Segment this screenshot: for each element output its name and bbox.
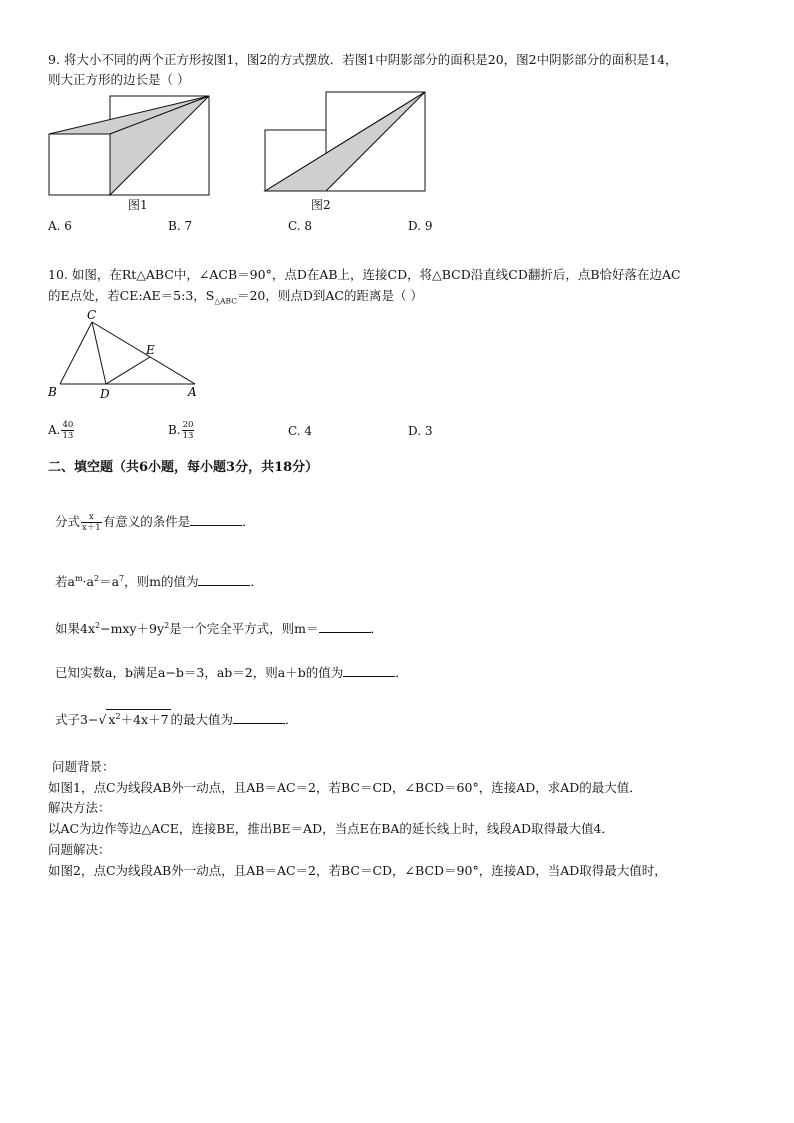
fill-1-end: ． — [242, 514, 255, 529]
fill-3-mid: −mxy＋9y — [100, 621, 165, 637]
fill-2-sup-3: 7 — [119, 574, 125, 583]
q10-option-d: D. 3 — [408, 424, 433, 438]
q9-option-d: D. 9 — [408, 219, 433, 233]
fill-2-post: ，则m的值为 — [124, 574, 199, 590]
fill-5-pre: 式子3− — [55, 712, 99, 728]
fill-5-post: 的最大值为 — [170, 712, 234, 728]
fill-3-pre: 如果4x — [55, 621, 96, 637]
fill-5-radicand — [106, 709, 170, 727]
fill-3-answer-blank[interactable] — [319, 620, 371, 633]
section-2-title: 二、填空题（共6小题，每小题3分，共18分） — [48, 460, 319, 475]
q10-option-b-numerator: 20 — [182, 420, 194, 430]
fill-3-sup-2: 2 — [164, 621, 170, 630]
q9-option-b: B. 7 — [168, 219, 193, 233]
fill-6-background-text: 如图1，点C为线段AB外一动点，且AB＝AC＝2，若BC＝CD，∠BCD＝60°，连接AD，求AD的最大值． — [48, 780, 642, 795]
fill-item-2 — [55, 569, 263, 592]
small-square-fig1 — [49, 134, 110, 195]
q10-option-b — [168, 420, 195, 441]
q10-option-b-denominator: 13 — [182, 431, 194, 441]
q9-option-a: A. 6 — [48, 219, 72, 233]
fig2-caption: 图2 — [311, 198, 331, 212]
fill-item-5 — [55, 709, 298, 730]
fill-2-answer-blank[interactable] — [198, 573, 250, 586]
q10-option-b-prefix: B. — [168, 423, 181, 437]
fill-item-1 — [55, 512, 255, 533]
segment-CA — [92, 322, 195, 384]
fill-2-end: ． — [250, 574, 263, 590]
fill-1-answer-blank[interactable] — [190, 513, 242, 526]
fill-4-text: 已知实数a，b满足a−b＝3，ab＝2，则a＋b的值为 — [55, 665, 344, 680]
fill-2-mid-1: ·a — [82, 574, 94, 590]
q10-line1: 10. 如图，在Rt△ABC中，∠ACB＝90°，点D在AB上，连接CD，将△BCD沿直线CD翻折后，点B恰好落在边AC — [48, 267, 681, 282]
label-B: B — [48, 385, 57, 399]
fill-5-answer-blank[interactable] — [233, 711, 285, 724]
fill-3-sup-1: 2 — [95, 621, 101, 630]
fill-4-answer-blank[interactable] — [343, 664, 395, 677]
fill-5-rad-a: x — [108, 712, 116, 728]
label-C: C — [87, 308, 97, 322]
fill-1-post: 有意义的条件是 — [102, 514, 191, 529]
fill-6-method-text: 以AC为边作等边△ACE，连接BE，推出BE＝AD，当点E在BA的延长线上时，线段AD取得最大值4． — [48, 821, 614, 836]
fill-6-background-heading: 问题背景： — [52, 759, 115, 774]
q9-figures — [40, 88, 440, 218]
segment-DE — [106, 357, 150, 384]
fill-5-rad-b: ＋4x＋7 — [120, 712, 169, 728]
fill-1-numerator: x — [81, 512, 102, 523]
q9-option-c: C. 8 — [288, 219, 313, 233]
q10-option-a — [48, 420, 75, 441]
fill-6-method-heading: 解决方法： — [48, 800, 111, 815]
fill-2-sup-1: m — [74, 574, 83, 583]
q10-area-subscript: △ABC — [214, 296, 237, 306]
fill-1-denominator: x＋1 — [82, 523, 101, 533]
fill-2-sup-2: 2 — [93, 574, 100, 583]
fill-3-post: 是一个完全平方式，则m＝ — [169, 621, 319, 637]
fill-5-rad-sup: 2 — [115, 712, 121, 721]
fill-6-solution-text: 如图2，点C为线段AB外一动点，且AB＝AC＝2，若BC＝CD，∠BCD＝90°，连接AD，当AD取得最大值时， — [48, 863, 667, 878]
segment-CD — [92, 322, 106, 384]
q10-line2-pre: 的E点处，若CE:AE＝5:3，S — [48, 288, 215, 303]
segment-BC — [60, 322, 92, 384]
q10-option-b-fraction — [182, 420, 195, 441]
figure-2 — [265, 92, 425, 191]
label-E: E — [146, 343, 155, 357]
figure-1 — [49, 96, 209, 195]
q10-option-a-fraction — [61, 420, 74, 441]
fill-1-pre: 分式 — [55, 514, 81, 529]
fill-1-fraction — [81, 512, 102, 533]
q10-option-c: C. 4 — [288, 424, 313, 438]
q9-line1: 9. 将大小不同的两个正方形按图1，图2的方式摆放．若图1中阴影部分的面积是20，图2中阴影部分的面积是14， — [48, 52, 678, 67]
label-D: D — [100, 387, 110, 401]
q9-line2: 则大正方形的边长是（ ） — [48, 72, 190, 87]
fill-item-4 — [55, 663, 408, 683]
fill-2-mid-2: ＝a — [99, 574, 120, 590]
fill-3-end: ． — [370, 621, 384, 637]
fill-6-solution-heading: 问题解决： — [48, 842, 111, 857]
q10-triangle-figure — [40, 305, 210, 405]
q10-option-a-prefix: A. — [48, 423, 61, 437]
q10-option-a-denominator: 13 — [62, 431, 74, 441]
fill-5-end: ． — [285, 712, 298, 728]
q10-line2-post: ＝20，则点D到AC的距离是（ ） — [236, 288, 423, 303]
fill-4-end: ． — [395, 665, 408, 680]
label-A: A — [188, 385, 197, 399]
q10-option-a-numerator: 40 — [62, 420, 74, 430]
sqrt-symbol: √ — [98, 712, 107, 728]
diagonal-fig2 — [265, 92, 425, 191]
fill-item-3 — [55, 616, 383, 639]
fill-2-pre: 若a — [55, 574, 75, 590]
fig1-caption: 图1 — [128, 198, 148, 212]
